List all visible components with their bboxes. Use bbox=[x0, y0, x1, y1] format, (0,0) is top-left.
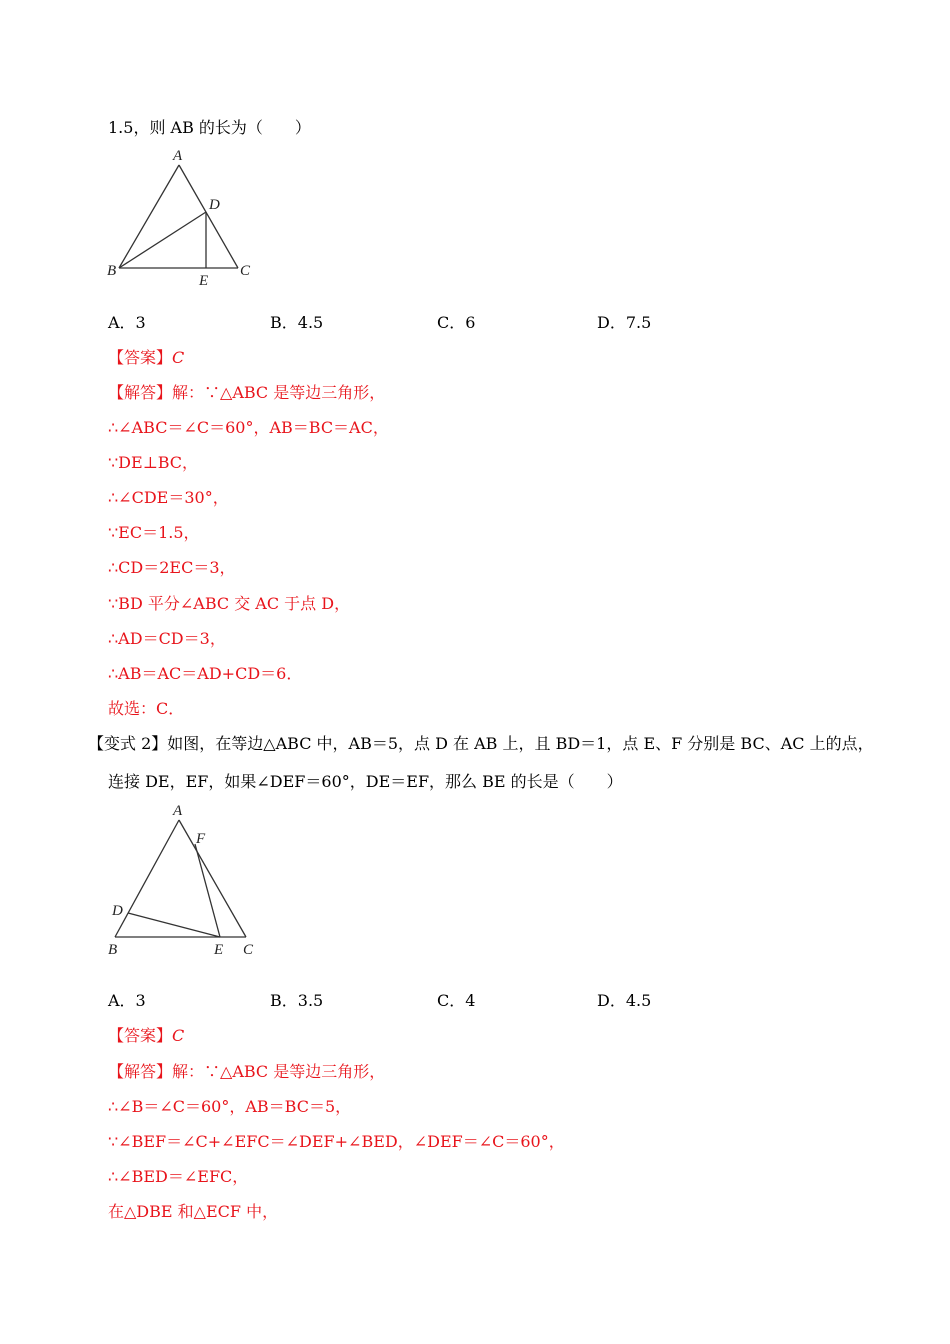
q2-option-c: C．4 bbox=[437, 991, 476, 1010]
q1-solution-line-5: ∴CD＝2EC＝3， bbox=[108, 558, 236, 577]
q1-solution-line-7: ∴AD＝CD＝3， bbox=[108, 629, 226, 648]
q1-solution-line-0 bbox=[108, 383, 385, 403]
q2-solution-text-0: 解：∵△ABC 是等边三角形， bbox=[172, 1062, 386, 1081]
q2-label-a: A bbox=[173, 803, 183, 819]
q2-solution-line-0 bbox=[108, 1062, 385, 1082]
q2-solution-line-1: ∴∠B＝∠C＝60°，AB＝BC＝5， bbox=[108, 1097, 352, 1116]
q1-solution-line-8: ∴AB＝AC＝AD+CD＝6． bbox=[108, 664, 303, 683]
q2-solution-line-3: ∴∠BED＝∠EFC， bbox=[108, 1167, 249, 1186]
q1-label-c: C bbox=[240, 263, 251, 279]
q2-label-d: D bbox=[112, 903, 123, 919]
q2-solution-line-2: ∵∠BEF＝∠C+∠EFC＝∠DEF+∠BED，∠DEF＝∠C＝60°， bbox=[108, 1132, 565, 1151]
q2-tag: 【变式 2】 bbox=[88, 734, 168, 753]
q2-stem-line-2: 连接 DE，EF，如果∠DEF＝60°，DE＝EF，那么 BE 的长是（ ） bbox=[108, 772, 623, 791]
q1-answer-value: C bbox=[172, 348, 185, 367]
q2-option-b: B．3.5 bbox=[270, 991, 324, 1010]
q1-solution-line-2: ∵DE⊥BC， bbox=[108, 453, 199, 472]
q2-stem-text-1: 如图，在等边△ABC 中，AB＝5，点 D 在 AB 上，且 BD＝1，点 E、F 分别是 BC、AC 上的点， bbox=[167, 734, 874, 753]
q1-option-d: D．7.5 bbox=[597, 313, 652, 332]
q2-label-c: C bbox=[243, 942, 254, 958]
q2-answer-label: 【答案】 bbox=[108, 1026, 173, 1045]
q1-label-e: E bbox=[199, 273, 209, 289]
q2-label-e: E bbox=[214, 942, 224, 958]
q1-solution-line-6: ∵BD 平分∠ABC 交 AC 于点 D， bbox=[108, 594, 351, 613]
q2-answer-value: C bbox=[172, 1026, 185, 1045]
q1-solution-label: 【解答】 bbox=[108, 383, 173, 402]
q2-triangle-figure bbox=[100, 798, 270, 963]
q1-option-a: A．3 bbox=[108, 313, 146, 332]
q1-stem-tail: 1.5，则 AB 的长为（ ） bbox=[108, 118, 311, 137]
q2-stem-line-1 bbox=[88, 734, 874, 754]
q1-answer-label: 【答案】 bbox=[108, 348, 173, 367]
q2-answer bbox=[108, 1026, 184, 1046]
q1-label-b: B bbox=[107, 263, 117, 279]
q1-label-d: D bbox=[209, 197, 220, 213]
q1-answer bbox=[108, 348, 184, 368]
q1-triangle-figure bbox=[100, 145, 270, 295]
q2-option-d: D．4.5 bbox=[597, 991, 652, 1010]
q1-option-b: B．4.5 bbox=[270, 313, 324, 332]
q1-option-c: C．6 bbox=[437, 313, 476, 332]
q1-solution-line-3: ∴∠CDE＝30°， bbox=[108, 488, 229, 507]
q2-solution-label: 【解答】 bbox=[108, 1062, 173, 1081]
q1-solution-text-0: 解：∵△ABC 是等边三角形， bbox=[172, 383, 386, 402]
q2-label-b: B bbox=[108, 942, 118, 958]
q2-solution-line-4: 在△DBE 和△ECF 中， bbox=[108, 1202, 279, 1221]
q1-solution-line-4: ∵EC＝1.5， bbox=[108, 523, 200, 542]
q1-solution-line-9: 故选：C． bbox=[108, 699, 185, 718]
q2-option-a: A．3 bbox=[108, 991, 146, 1010]
q1-solution-line-1: ∴∠ABC＝∠C＝60°，AB＝BC＝AC， bbox=[108, 418, 389, 437]
q1-label-a: A bbox=[173, 148, 183, 164]
q2-label-f: F bbox=[196, 831, 206, 847]
